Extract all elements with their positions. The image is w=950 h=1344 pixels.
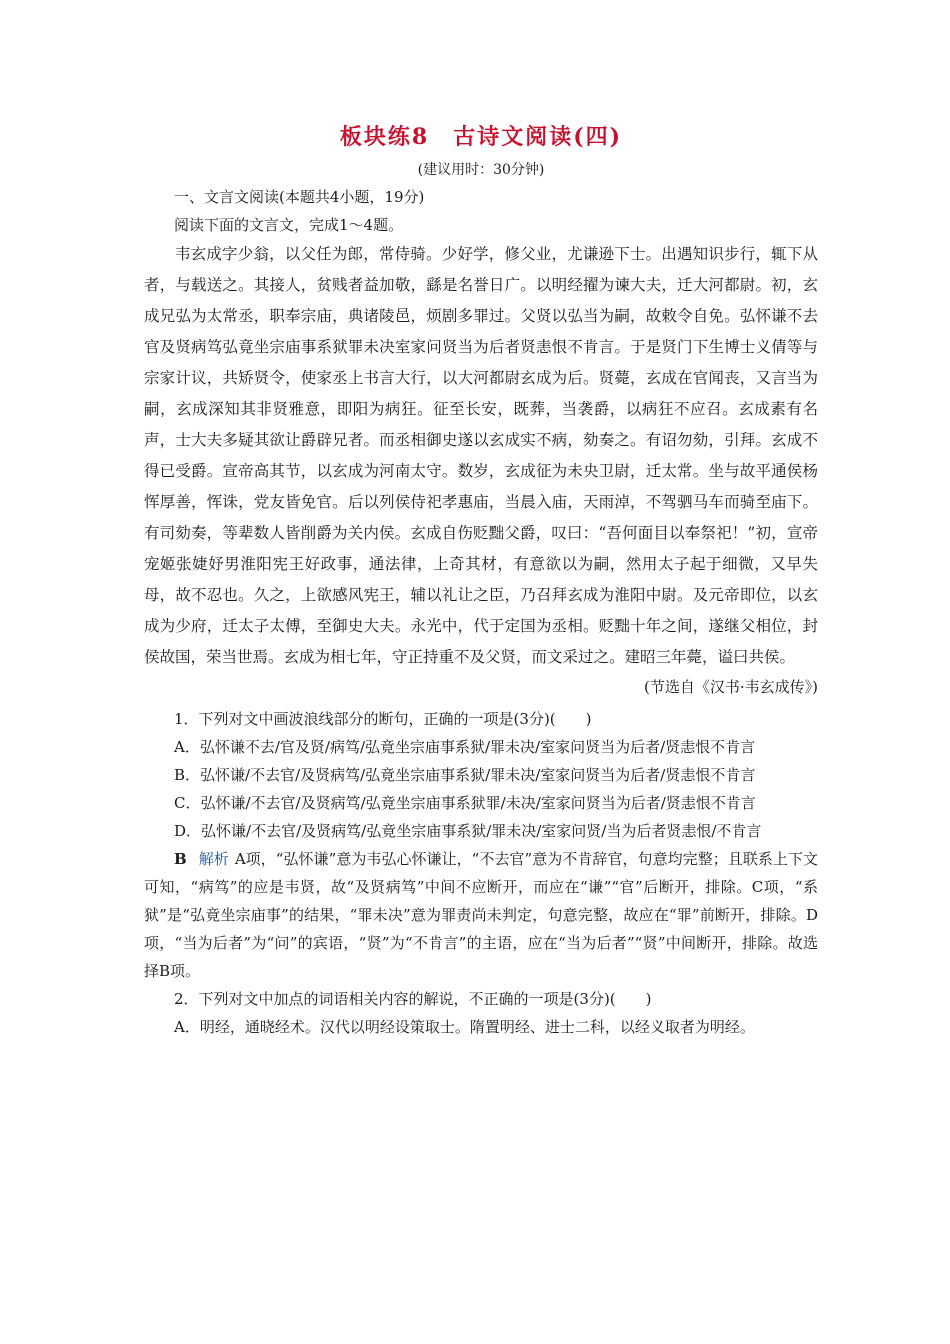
question-1-option-a: A．弘怀谦不去/官及贤/病笃/弘竟坐宗庙事系狱/罪未决/室家问贤当为后者/贤恚恨不肯言 xyxy=(174,738,756,756)
passage-source: (节选自《汉书·韦玄成传》) xyxy=(644,678,818,696)
section-heading: 一、文言文阅读(本题共4小题，19分) xyxy=(174,188,425,206)
question-1-stem: 1．下列对文中画波浪线部分的断句，正确的一项是(3分)( ) xyxy=(174,710,592,728)
analysis-label: 解析 xyxy=(198,850,229,868)
answer-letter: B xyxy=(174,850,187,868)
instruction-text: 阅读下面的文言文，完成1～4题。 xyxy=(174,216,404,234)
time-suggestion: (建议用时：30分钟) xyxy=(417,162,545,178)
document-page xyxy=(144,120,818,1041)
question-1-answer xyxy=(144,845,818,985)
question-1-option-b: B．弘怀谦/不去官/及贤病笃/弘竟坐宗庙事系狱/罪未决/室家问贤当为后者/贤恚恨不肯言 xyxy=(174,766,756,784)
page-title: 板块练8 古诗文阅读(四) xyxy=(339,124,623,150)
question-2-stem: 2．下列对文中加点的词语相关内容的解说，不正确的一项是(3分)( ) xyxy=(174,990,652,1008)
question-2-option-a: A．明经，通晓经术。汉代以明经设策取士。隋置明经、进士二科，以经义取者为明经。 xyxy=(174,1018,755,1036)
analysis-text: A项，“弘怀谦”意为韦弘心怀谦让，“不去官”意为不肯辞官，句意均完整；且联系上下文可知，“病笃”的应是韦贤，故“及贤病笃”中间不应断开，而应在“谦”“官”后断开，排除。C项，“系狱”是“弘竟坐宗庙事”的结果，“罪未决”意为罪责尚未判定，句意完整，故应在“罪”前断开，排除。D项，“当为后者”为“问”的宾语，“贤”为“不肯言”的主语，应在“当为后者”“贤”中间断开，排除。故选择B项。 xyxy=(144,850,818,980)
question-1-option-c: C．弘怀谦/不去官/及贤病笃/弘竟坐宗庙事系狱罪/未决/室家问贤当为后者/贤恚恨不肯言 xyxy=(174,794,756,812)
classical-passage: 韦玄成字少翁，以父任为郎，常侍骑。少好学，修父业，尤谦逊下士。出遇知识步行，辄下从者，与载送之。其接人，贫贱者益加敬，繇是名誉日广。以明经擢为谏大夫，迁大河都尉。初，玄成兄弘为太常丞，职奉宗庙，典诸陵邑，烦剧多罪过。父贤以弘当为嗣，故敕令自免。弘怀谦不去官及贤病笃弘竟坐宗庙事系狱罪未决室家问贤当为后者贤恚恨不肯言。于是贤门下生博士义倩等与宗家计议，共矫贤令，使家丞上书言大行，以大河都尉玄成为后。贤薨，玄成在官闻丧，又言当为嗣，玄成深知其非贤雅意，即阳为病狂。征至长安，既葬，当袭爵，以病狂不应召。玄成素有名声，士大夫多疑其欲让爵辟兄者。而丞相御史遂以玄成实不病，劾奏之。有诏勿劾，引拜。玄成不得已受爵。宣帝高其节，以玄成为河南太守。数岁，玄成征为未央卫尉，迁太常。坐与故平通侯杨恽厚善，恽诛，党友皆免官。后以列侯侍祀孝惠庙，当晨入庙，天雨淖，不驾驷马车而骑至庙下。有司劾奏，等辈数人皆削爵为关内侯。玄成自伤贬黜父爵，叹曰：“吾何面目以奉祭祀！”初，宣帝宠姬张婕妤男淮阳宪王好政事，通法律，上奇其材，有意欲以为嗣，然用太子起于细微，又早失母，故不忍也。久之，上欲感风宪王，辅以礼让之臣，乃召拜玄成为淮阳中尉。及元帝即位，以玄成为少府，迁太子太傅，至御史大夫。永光中，代于定国为丞相。贬黜十年之间，遂继父相位，封侯故国，荣当世焉。玄成为相七年，守正持重不及父贤，而文采过之。建昭三年薨，谥曰共侯。 xyxy=(144,245,818,666)
question-1-option-d: D．弘怀谦/不去官/及贤病笃/弘竟坐宗庙事系狱/罪未决/室家问贤/当为后者贤恚恨/不肯言 xyxy=(174,822,762,840)
